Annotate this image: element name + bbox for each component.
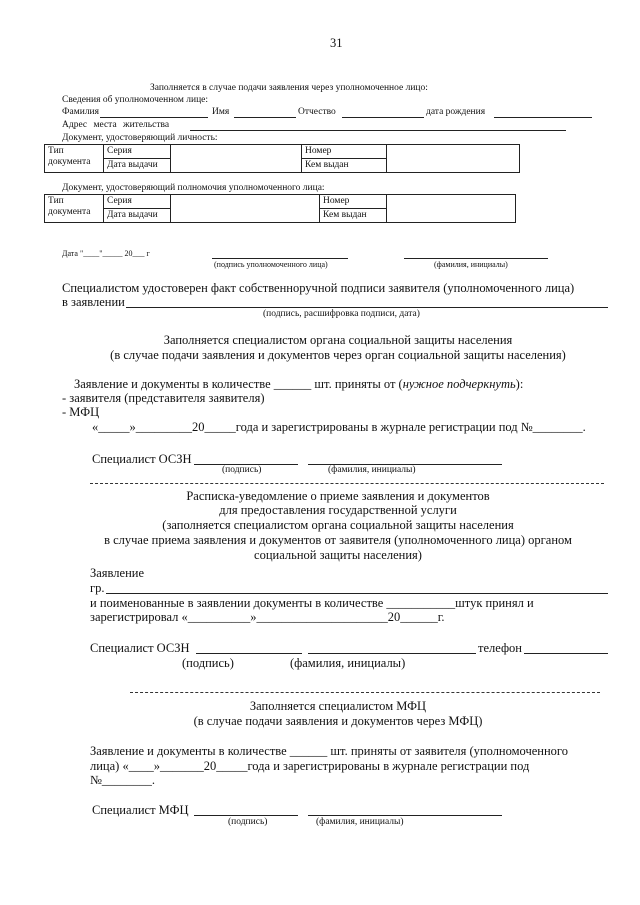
name-field[interactable]	[234, 117, 296, 118]
certify-line2: в заявлении	[62, 295, 125, 309]
mfc-signature-caption: (подпись)	[228, 817, 268, 827]
mfc-signature-field[interactable]	[194, 815, 298, 816]
certify-caption: (подпись, расшифровка подписи, дата)	[263, 309, 420, 319]
auth-doc-table	[44, 194, 516, 223]
mfc-line3: №________.	[90, 773, 156, 787]
receipt-title5: социальной защиты населения)	[254, 548, 422, 562]
receipt-phone-label: телефон	[478, 641, 522, 655]
auth-issued-by-label: Кем выдан	[320, 209, 387, 223]
surname-label: Фамилия	[62, 107, 100, 117]
oszn-specialist-label: Специалист ОСЗН	[92, 452, 192, 466]
certify-line1: Специалистом удостоверен факт собственноручной подписи заявителя (уполномоченного лица)	[62, 281, 575, 295]
receipt-title1: Расписка-уведомление о приеме заявления и документов	[186, 489, 490, 503]
certify-signature-field[interactable]	[126, 307, 608, 308]
receipt-name-caption: (фамилия, инициалы)	[290, 656, 406, 670]
receipt-signature-caption: (подпись)	[182, 656, 234, 670]
mfc-line2: лица) «____»_______20_____года и зарегистрированы в журнале регистрации под	[90, 759, 530, 773]
id-doc-table	[44, 144, 520, 173]
id-doc-type-cell: Тип документа	[45, 145, 104, 173]
receipt-registered-line: зарегистрировал «__________»_____________________20______г.	[90, 610, 445, 624]
receipt-statement: Заявление	[90, 566, 145, 580]
rep-heading: Заполняется в случае подачи заявления через уполномоченное лицо:	[150, 83, 428, 93]
oszn-registered: «_____»_________20_____года и зарегистрированы в журнале регистрации под №________.	[92, 420, 586, 434]
receipt-title2: для предоставления государственной услуги	[219, 503, 457, 517]
divider-1	[90, 483, 604, 484]
rep-name-caption: (фамилия, инициалы)	[434, 260, 508, 269]
address-label: Адрес места жительства	[62, 120, 170, 130]
divider-2	[130, 692, 600, 693]
mfc-title1: Заполняется специалистом МФЦ	[249, 699, 427, 713]
oszn-title2: (в случае подачи заявления и документов через орган социальной защиты населения)	[110, 348, 566, 362]
auth-series-field[interactable]	[171, 195, 320, 223]
id-doc-label: Документ, удостоверяющий личность:	[62, 133, 218, 143]
id-series-field[interactable]	[171, 145, 302, 173]
oszn-option-applicant: - заявителя (представителя заявителя)	[62, 391, 265, 405]
mfc-name-field[interactable]	[308, 815, 502, 816]
oszn-option-mfc: - МФЦ	[62, 405, 100, 419]
id-series-label: Серия	[104, 145, 171, 159]
mfc-name-caption: (фамилия, инициалы)	[316, 817, 404, 827]
oszn-name-caption: (фамилия, инициалы)	[328, 465, 416, 475]
rep-signature-caption: (подпись уполномоченного лица)	[214, 260, 328, 269]
birth-date-field[interactable]	[494, 117, 592, 118]
mfc-line1: Заявление и документы в количестве ______ шт. приняты от заявителя (уполномоченного	[90, 744, 569, 758]
patronymic-label: Отчество	[298, 107, 336, 117]
rep-date: Дата "____"_____ 20___ г	[62, 249, 150, 258]
mfc-specialist-label: Специалист МФЦ	[92, 803, 189, 817]
id-issued-by-label: Кем выдан	[302, 159, 387, 173]
page-number: 31	[330, 36, 343, 50]
oszn-title1: Заполняется специалистом органа социальной защиты населения	[163, 333, 513, 347]
receipt-citizen-field[interactable]	[106, 593, 608, 594]
auth-doc-label: Документ, удостоверяющий полномочия уполномоченного лица:	[62, 183, 325, 193]
name-label: Имя	[212, 107, 230, 117]
address-field[interactable]	[190, 130, 566, 131]
receipt-title4: в случае приема заявления и документов от заявителя (уполномоченного лица) органом	[104, 533, 572, 547]
oszn-signature-caption: (подпись)	[222, 465, 262, 475]
receipt-signature-field[interactable]	[196, 653, 302, 654]
id-number-label: Номер	[302, 145, 387, 159]
mfc-title2: (в случае подачи заявления и документов через МФЦ)	[193, 714, 483, 728]
receipt-citizen-label: гр.	[90, 581, 105, 595]
id-number-field[interactable]	[387, 145, 520, 173]
receipt-title3: (заполняется специалистом органа социальной защиты населения	[162, 518, 514, 532]
auth-doc-type-cell: Тип документа	[45, 195, 104, 223]
auth-series-label: Серия	[104, 195, 171, 209]
auth-number-field[interactable]	[387, 195, 516, 223]
rep-signature-field[interactable]	[212, 258, 348, 259]
receipt-phone-field[interactable]	[524, 653, 608, 654]
rep-name-field[interactable]	[404, 258, 548, 259]
receipt-name-field[interactable]	[308, 653, 476, 654]
receipt-specialist-label: Специалист ОСЗН	[90, 641, 190, 655]
surname-field[interactable]	[100, 117, 208, 118]
rep-info-label: Сведения об уполномоченном лице:	[62, 95, 209, 105]
auth-number-label: Номер	[320, 195, 387, 209]
auth-issue-date-label: Дата выдачи	[104, 209, 171, 223]
id-issue-date-label: Дата выдачи	[104, 159, 171, 173]
patronymic-field[interactable]	[342, 117, 424, 118]
receipt-docs-line: и поименованные в заявлении документы в количестве ___________штук принял и	[90, 596, 534, 610]
birth-date-label: дата рождения	[426, 107, 486, 117]
oszn-accepted: Заявление и документы в количестве ______ шт. приняты от (нужное подчеркнуть):	[74, 377, 524, 391]
